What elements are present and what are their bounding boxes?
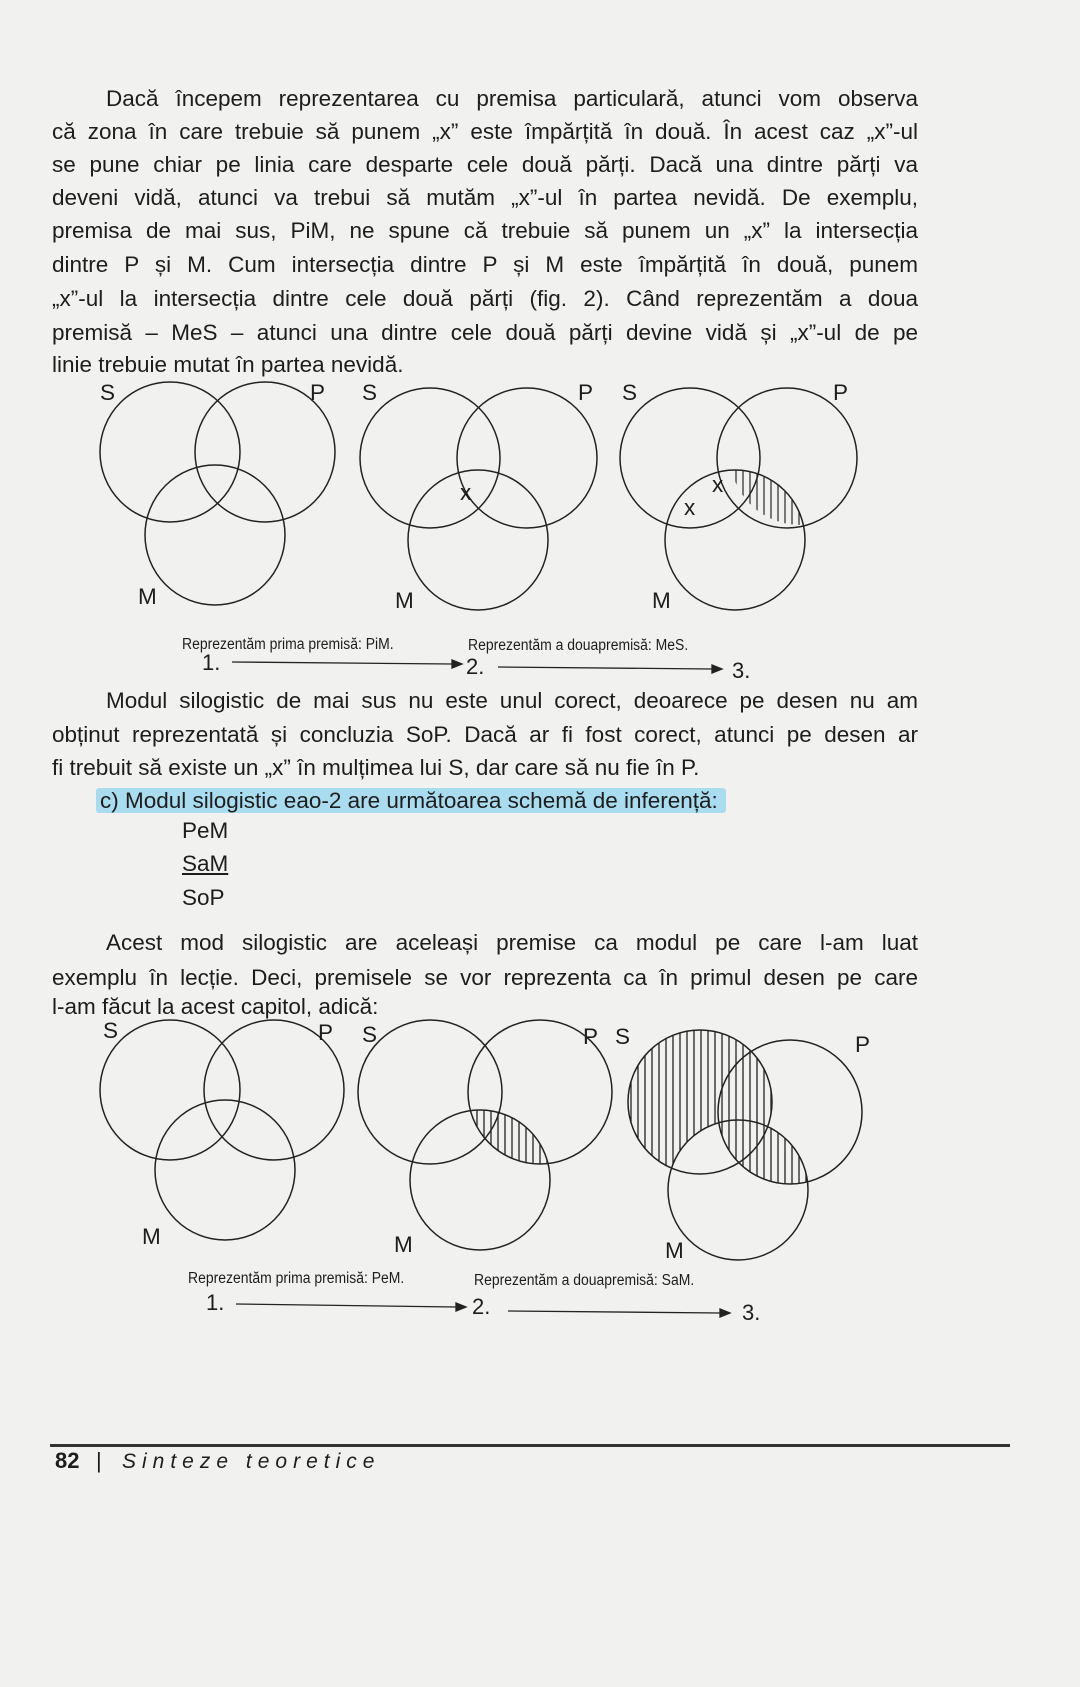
label-m: M <box>395 588 414 613</box>
label-s: S <box>103 1018 119 1043</box>
text-line: exemplu în lecție. Deci, premisele se vor reprezenta ca în primul desen pe care <box>52 965 918 990</box>
label-p: P <box>833 380 849 405</box>
premise-2: SaM <box>182 851 229 876</box>
running-title: Sinteze teoretice <box>122 1450 381 1473</box>
venn-figure-2 <box>0 1010 1080 1270</box>
heading-text: c) Modul silogistic eao-2 are următoarea schemă de inferență: <box>96 788 726 813</box>
circle-m <box>408 470 548 610</box>
label-s: S <box>362 1022 378 1047</box>
text-line: l-am făcut la acest capitol, adică: <box>52 994 379 1019</box>
label-s: S <box>100 380 116 405</box>
text-line: linie trebuie mutat în partea nevidă. <box>52 352 404 377</box>
text-line: Modul silogistic de mai sus nu este unul corect, deoarece pe desen nu am <box>106 688 918 713</box>
page-number: 82 <box>55 1448 80 1473</box>
label-s: S <box>615 1024 631 1049</box>
conclusion: SoP <box>182 885 225 910</box>
caption-step-1: Reprezentăm prima premisă: PiM. <box>182 636 394 653</box>
circle-s <box>100 382 240 522</box>
step-3: 3. <box>732 658 751 683</box>
label-x: x <box>460 480 472 505</box>
label-p: P <box>583 1024 599 1049</box>
footer-divider <box>50 1444 1010 1447</box>
label-p: P <box>318 1020 334 1045</box>
text-line: dintre P și M. Cum intersecția dintre P și M este împărțită în două, punem <box>52 252 918 277</box>
label-m: M <box>394 1232 413 1257</box>
circle-m <box>155 1100 295 1240</box>
circle-s <box>360 388 500 528</box>
footer-separator: | <box>96 1448 102 1473</box>
circle-p <box>457 388 597 528</box>
text-line: deveni vidă, atunci va trebui să mutăm „x”-ul în partea nevidă. De exemplu, <box>52 185 918 210</box>
hatched-region <box>730 385 870 525</box>
label-x: x <box>684 495 696 520</box>
step-1: 1. <box>206 1290 225 1315</box>
step-3: 3. <box>742 1300 761 1325</box>
arrows <box>0 1295 1080 1325</box>
label-m: M <box>142 1224 161 1249</box>
text-line: Dacă începem reprezentarea cu premisa particulară, atunci vom observa <box>106 86 918 111</box>
text-line: că zona în care trebuie să punem „x” este împărțită în două. În acest caz „x”-ul <box>52 119 918 144</box>
premise-1: PeM <box>182 818 229 843</box>
text-line: obținut reprezentată și concluzia SoP. Dacă ar fi fost corect, atunci pe desen ar <box>52 722 918 747</box>
step-1: 1. <box>202 650 221 675</box>
text-line: premisa de mai sus, PiM, ne spune că trebuie să punem un „x” la intersecția <box>52 218 918 243</box>
text-line: „x”-ul la intersecția dintre cele două părți (fig. 2). Când reprezentăm a doua <box>52 286 918 311</box>
venn-figure-1 <box>0 370 1080 630</box>
highlighted-heading <box>96 786 726 816</box>
circle-s <box>358 1020 502 1164</box>
circle-s <box>100 1020 240 1160</box>
text-line: Acest mod silogistic are aceleași premise ca modul pe care l-am luat <box>106 930 918 955</box>
label-s: S <box>622 380 638 405</box>
label-m: M <box>138 584 157 609</box>
text-line: se pune chiar pe linia care desparte cele două părți. Dacă una dintre părți va <box>52 152 918 177</box>
label-s: S <box>362 380 378 405</box>
label-p: P <box>855 1032 871 1057</box>
text-line: fi trebuit să existe un „x” în mulțimea lui S, dar care să nu fie în P. <box>52 755 700 780</box>
label-m: M <box>652 588 671 613</box>
caption-step-1: Reprezentăm prima premisă: PeM. <box>188 1270 405 1287</box>
circle-m <box>145 465 285 605</box>
caption-step-2: Reprezentăm a douapremisă: SaM. <box>474 1272 695 1289</box>
label-p: P <box>578 380 594 405</box>
arrows <box>0 650 1080 690</box>
step-2: 2. <box>472 1294 491 1319</box>
label-m: M <box>665 1238 684 1263</box>
text-line: premisă – MeS – atunci una dintre cele două părți devine vidă și „x”-ul de pe <box>52 320 918 345</box>
label-p: P <box>310 380 326 405</box>
label-x: x <box>712 472 724 497</box>
step-2: 2. <box>466 654 485 679</box>
caption-step-2: Reprezentăm a douapremisă: MeS. <box>468 637 689 654</box>
